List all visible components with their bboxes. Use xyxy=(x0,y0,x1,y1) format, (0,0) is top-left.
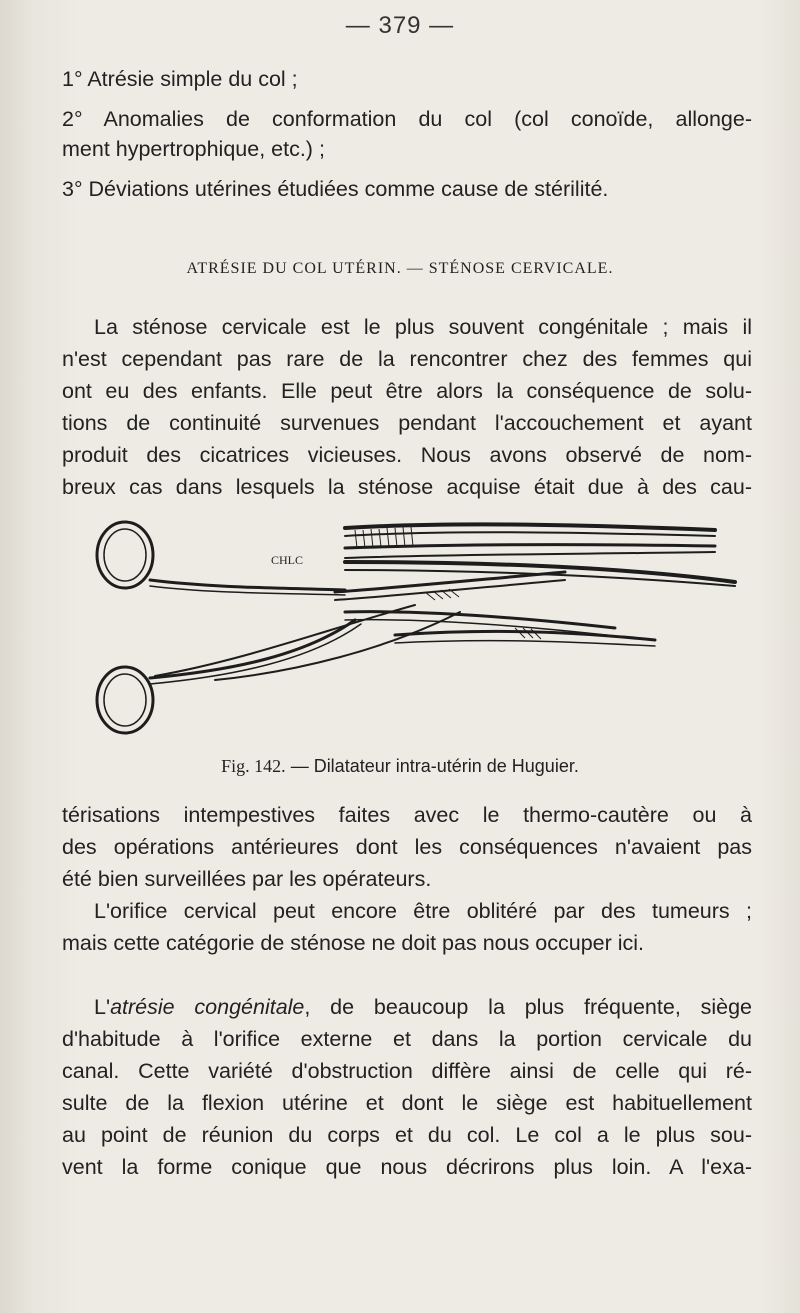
paragraph-lead-line xyxy=(94,992,752,1022)
paragraph-line: L'orifice cervical peut encore être oblitéré par des tumeurs ; xyxy=(94,899,752,923)
lead-italic-term: atrésie congénitale xyxy=(110,995,305,1019)
paragraph-line: breux cas dans lesquels la sténose acquise était due à des cau- xyxy=(62,475,752,499)
paragraph-line: au point de réunion du corps et du col. Le col a le plus sou- xyxy=(62,1123,752,1147)
lead-rest: , de beaucoup la plus fréquente, siège xyxy=(304,995,753,1019)
paragraph-line: produit des cicatrices vicieuses. Nous avons observé de nom- xyxy=(62,443,752,467)
page-number: — 379 — xyxy=(345,12,455,39)
paragraph-line: été bien surveillées par les opérateurs. xyxy=(62,867,432,891)
paragraph-line: des opérations antérieures dont les conséquences n'avaient pas xyxy=(62,835,752,859)
dilator-illustration xyxy=(95,500,755,745)
engraving-mark: CHLC xyxy=(271,553,304,567)
paragraph-line: térisations intempestives faites avec le thermo-cautère ou à xyxy=(62,803,752,827)
figure-caption xyxy=(0,756,800,777)
paragraph-line: ont eu des enfants. Elle peut être alors la conséquence de solu- xyxy=(62,379,752,403)
section-heading: ATRÉSIE DU COL UTÉRIN. — STÉNOSE CERVICALE. xyxy=(186,260,614,277)
lead-prefix: L' xyxy=(94,995,111,1019)
paragraph-line: sulte de la flexion utérine et dont le siège est habituellement xyxy=(62,1091,752,1115)
list-item-2: 2° Anomalies de conformation du col (col conoïde, allonge- xyxy=(62,107,752,131)
paragraph-line: vent la forme conique que nous décrirons plus loin. A l'exa- xyxy=(62,1155,752,1179)
list-item-1: 1° Atrésie simple du col ; xyxy=(62,67,298,91)
caption-number: Fig. 142. xyxy=(221,756,286,776)
list-item-3: 3° Déviations utérines étudiées comme cause de stérilité. xyxy=(62,177,609,201)
paragraph-line: La sténose cervicale est le plus souvent congénitale ; mais il xyxy=(94,315,752,339)
caption-text: — Dilatateur intra-utérin de Huguier. xyxy=(290,756,579,776)
paragraph-line: mais cette catégorie de sténose ne doit pas nous occuper ici. xyxy=(62,931,645,955)
paragraph-line: n'est cependant pas rare de la rencontrer chez des femmes qui xyxy=(62,347,752,371)
list-item-2-continued: ment hypertrophique, etc.) ; xyxy=(62,137,325,161)
paragraph-line: tions de continuité survenues pendant l'accouchement et ayant xyxy=(62,411,752,435)
paragraph-line: canal. Cette variété d'obstruction diffère ainsi de celle qui ré- xyxy=(62,1059,752,1083)
paragraph-line: d'habitude à l'orifice externe et dans la portion cervicale du xyxy=(62,1027,752,1051)
